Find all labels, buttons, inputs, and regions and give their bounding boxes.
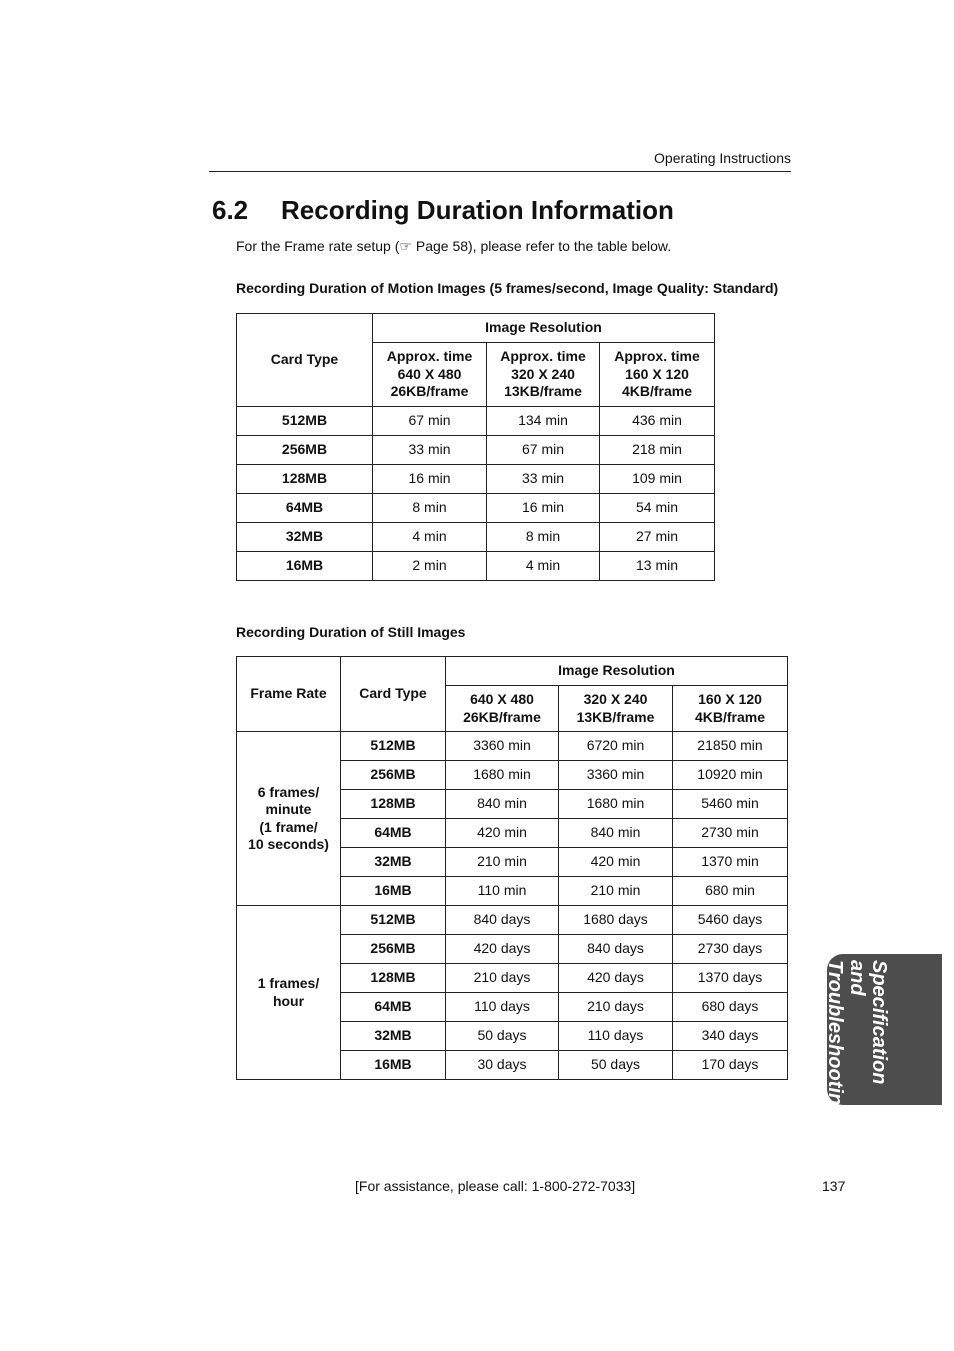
duration-cell: 10920 min: [673, 761, 788, 790]
still-duration-table: [236, 656, 788, 1080]
page-number: 137: [822, 1178, 846, 1194]
duration-cell: 210 days: [559, 993, 673, 1022]
frame-rate-cell: 6 frames/ minute (1 frame/ 10 seconds): [237, 732, 341, 906]
duration-cell: 16 min: [373, 465, 487, 494]
duration-cell: 1370 days: [673, 964, 788, 993]
duration-cell: 680 min: [673, 877, 788, 906]
card-type-cell: 512MB: [341, 732, 446, 761]
duration-cell: 2730 min: [673, 819, 788, 848]
card-type-cell: 256MB: [341, 935, 446, 964]
duration-cell: 110 min: [446, 877, 559, 906]
running-head: Operating Instructions: [209, 150, 791, 172]
card-type-cell: 256MB: [237, 436, 373, 465]
duration-cell: 134 min: [487, 407, 600, 436]
duration-cell: 110 days: [559, 1022, 673, 1051]
duration-cell: 5460 min: [673, 790, 788, 819]
table-row: [237, 494, 715, 523]
duration-cell: 4 min: [487, 552, 600, 581]
duration-cell: 33 min: [487, 465, 600, 494]
card-type-cell: 64MB: [341, 819, 446, 848]
still-col-header: 320 X 240 13KB/frame: [559, 686, 673, 732]
duration-cell: 3360 min: [559, 761, 673, 790]
duration-cell: 8 min: [487, 523, 600, 552]
table-row: [237, 732, 788, 761]
card-type-cell: 32MB: [341, 1022, 446, 1051]
pointing-hand-icon: ☞: [399, 238, 412, 254]
duration-cell: 1680 days: [559, 906, 673, 935]
card-type-cell: 256MB: [341, 761, 446, 790]
duration-cell: 840 days: [446, 906, 559, 935]
duration-cell: 16 min: [487, 494, 600, 523]
duration-cell: 420 min: [559, 848, 673, 877]
footer-assistance: [For assistance, please call: 1-800-272-7033]: [355, 1178, 636, 1194]
duration-cell: 50 days: [446, 1022, 559, 1051]
card-type-cell: 512MB: [341, 906, 446, 935]
duration-cell: 1370 min: [673, 848, 788, 877]
intro-text: [236, 238, 671, 255]
card-type-cell: 64MB: [237, 494, 373, 523]
duration-cell: 30 days: [446, 1051, 559, 1080]
duration-cell: 109 min: [600, 465, 715, 494]
duration-cell: 4 min: [373, 523, 487, 552]
motion-header-row: [237, 314, 715, 343]
duration-cell: 50 days: [559, 1051, 673, 1080]
duration-cell: 340 days: [673, 1022, 788, 1051]
duration-cell: 218 min: [600, 436, 715, 465]
still-col-header: 640 X 480 26KB/frame: [446, 686, 559, 732]
duration-cell: 67 min: [373, 407, 487, 436]
motion-col-header: Approx. time 640 X 480 26KB/frame: [373, 343, 487, 407]
section-title-text: Recording Duration Information: [281, 195, 674, 225]
duration-cell: 840 days: [559, 935, 673, 964]
still-table-caption: Recording Duration of Still Images: [236, 624, 466, 640]
still-frame-rate-header: Frame Rate: [237, 657, 341, 732]
table-row: [237, 436, 715, 465]
still-header-row: [237, 657, 788, 686]
duration-cell: 1680 min: [559, 790, 673, 819]
duration-cell: 21850 min: [673, 732, 788, 761]
duration-cell: 3360 min: [446, 732, 559, 761]
duration-cell: 2 min: [373, 552, 487, 581]
duration-cell: 840 min: [446, 790, 559, 819]
motion-col-header: Approx. time 160 X 120 4KB/frame: [600, 343, 715, 407]
motion-table-caption: Recording Duration of Motion Images (5 frames/second, Image Quality: Standard): [236, 280, 779, 296]
duration-cell: 210 min: [446, 848, 559, 877]
duration-cell: 840 min: [559, 819, 673, 848]
duration-cell: 6720 min: [559, 732, 673, 761]
duration-cell: 680 days: [673, 993, 788, 1022]
intro-after: Page 58), please refer to the table below.: [411, 238, 672, 254]
card-type-cell: 16MB: [237, 552, 373, 581]
table-row: [237, 552, 715, 581]
duration-cell: 67 min: [487, 436, 600, 465]
card-type-cell: 64MB: [341, 993, 446, 1022]
table-row: [237, 523, 715, 552]
card-type-cell: 512MB: [237, 407, 373, 436]
duration-cell: 54 min: [600, 494, 715, 523]
duration-cell: 13 min: [600, 552, 715, 581]
section-number: 6.2: [212, 195, 249, 225]
card-type-cell: 16MB: [341, 1051, 446, 1080]
table-row: [237, 465, 715, 494]
card-type-cell: 32MB: [341, 848, 446, 877]
duration-cell: 33 min: [373, 436, 487, 465]
still-col-header: 160 X 120 4KB/frame: [673, 686, 788, 732]
card-type-cell: 128MB: [237, 465, 373, 494]
duration-cell: 420 days: [559, 964, 673, 993]
duration-cell: 170 days: [673, 1051, 788, 1080]
frame-rate-cell: 1 frames/ hour: [237, 906, 341, 1080]
card-type-cell: 128MB: [341, 790, 446, 819]
duration-cell: 2730 days: [673, 935, 788, 964]
duration-cell: 210 days: [446, 964, 559, 993]
motion-resolution-header: Image Resolution: [373, 314, 715, 343]
duration-cell: 436 min: [600, 407, 715, 436]
motion-card-type-header: Card Type: [237, 314, 373, 407]
chapter-side-tab-label: Specification and Troubleshooting: [824, 960, 890, 1118]
section-title: [212, 195, 674, 226]
still-resolution-header: Image Resolution: [446, 657, 788, 686]
motion-col-header: Approx. time 320 X 240 13KB/frame: [487, 343, 600, 407]
table-row: [237, 407, 715, 436]
duration-cell: 1680 min: [446, 761, 559, 790]
card-type-cell: 16MB: [341, 877, 446, 906]
duration-cell: 27 min: [600, 523, 715, 552]
motion-duration-table: [236, 313, 715, 581]
duration-cell: 8 min: [373, 494, 487, 523]
duration-cell: 420 days: [446, 935, 559, 964]
duration-cell: 210 min: [559, 877, 673, 906]
duration-cell: 110 days: [446, 993, 559, 1022]
still-card-type-header: Card Type: [341, 657, 446, 732]
table-row: [237, 906, 788, 935]
duration-cell: 5460 days: [673, 906, 788, 935]
card-type-cell: 32MB: [237, 523, 373, 552]
card-type-cell: 128MB: [341, 964, 446, 993]
intro-before: For the Frame rate setup (: [236, 238, 400, 254]
duration-cell: 420 min: [446, 819, 559, 848]
